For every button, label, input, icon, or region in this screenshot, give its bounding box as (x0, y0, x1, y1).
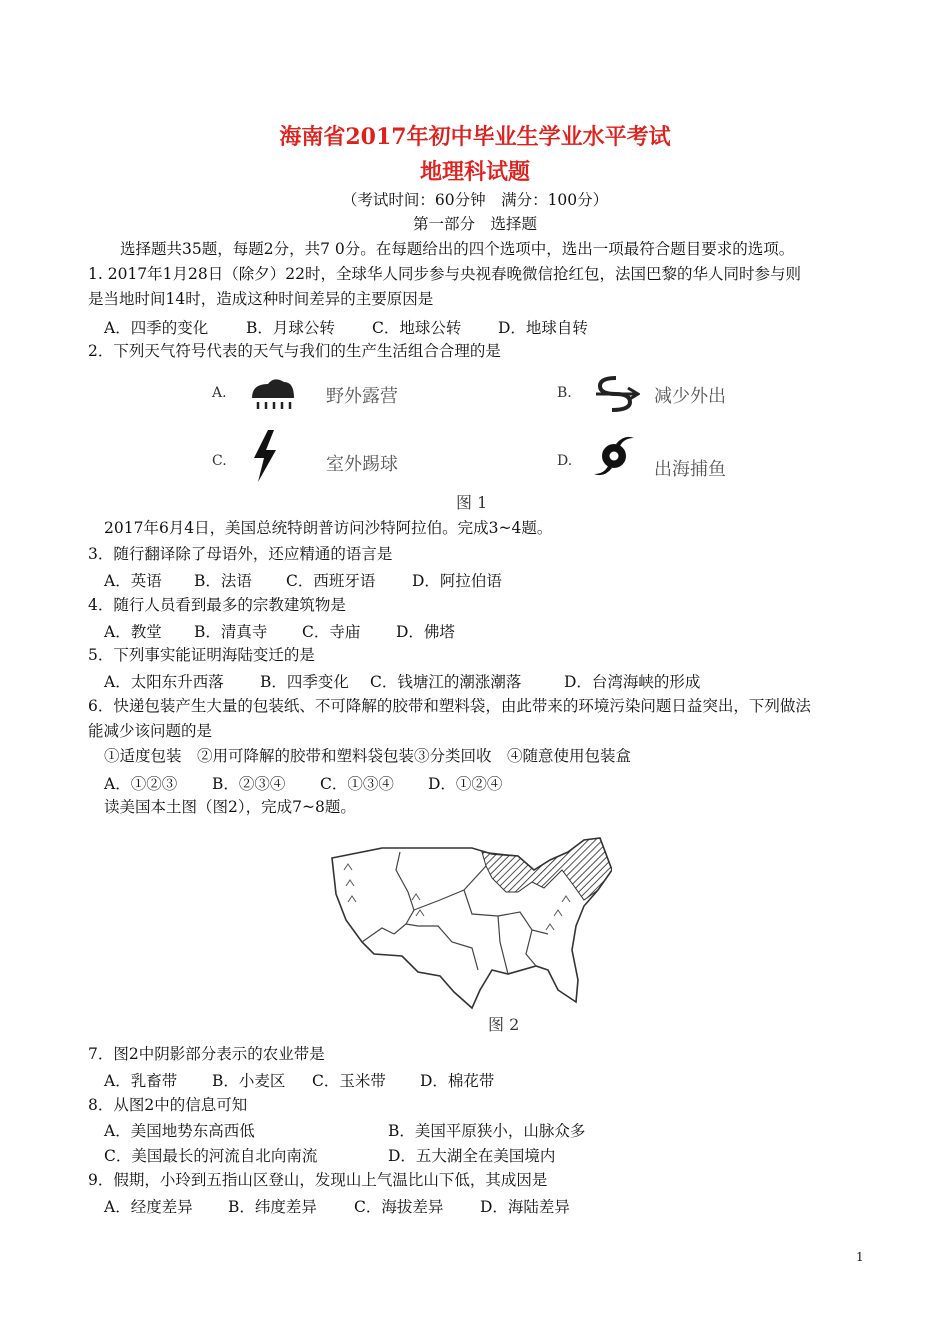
lightning-icon (248, 428, 282, 488)
q1-option-c: C．地球公转 (372, 319, 462, 337)
q2-stem: 2．下列天气符号代表的天气与我们的生产生活组合合理的是 (88, 342, 501, 360)
q5-option-b: B．四季变化 (260, 673, 349, 691)
exam-subtitle: 地理科试题 (419, 159, 530, 185)
q4-option-d: D．佛塔 (396, 623, 455, 641)
q6-option-c: C．①③④ (320, 775, 394, 793)
q6-option-d: D．①②④ (428, 775, 503, 793)
q8-option-b: B．美国平原狭小，山脉众多 (388, 1122, 586, 1140)
exam-title: 海南省2017年初中毕业生学业水平考试 (279, 124, 671, 150)
exam-info: （考试时间：60分钟 满分：100分） (341, 191, 609, 209)
wind-icon (592, 372, 640, 418)
q8-option-c: C．美国最长的河流自北向南流 (104, 1147, 318, 1165)
page-number: 1 (856, 1250, 864, 1264)
fig1-text-c: 室外踢球 (326, 454, 398, 475)
q1-option-b: B．月球公转 (246, 319, 335, 337)
q1-option-a: A．四季的变化 (104, 319, 209, 337)
q7-option-b: B．小麦区 (212, 1072, 286, 1090)
us-map (322, 830, 612, 1014)
fig1-letter-a: A. (212, 385, 227, 401)
q3-option-c: C．西班牙语 (286, 572, 376, 590)
fig2-caption: 图 2 (488, 1015, 520, 1034)
q3-option-d: D．阿拉伯语 (412, 572, 502, 590)
q9-option-b: B．纬度差异 (228, 1198, 317, 1216)
q4-option-a: A．教堂 (104, 623, 162, 641)
q6-statements: ①适度包装 ②用可降解的胶带和塑料袋包装③分类回收 ④随意使用包装盒 (104, 747, 632, 765)
context-3-4: 2017年6月4日，美国总统特朗普访问沙特阿拉伯。完成3~4题。 (104, 519, 553, 537)
q5-stem: 5．下列事实能证明海陆变迁的是 (88, 646, 315, 664)
q6-stem-line2: 能减少该问题的是 (88, 722, 213, 740)
context-7-8: 读美国本土图（图2），完成7~8题。 (104, 798, 356, 816)
q4-option-b: B．清真寺 (194, 623, 268, 641)
q1-option-d: D．地球自转 (498, 319, 588, 337)
q4-stem: 4．随行人员看到最多的宗教建筑物是 (88, 596, 346, 614)
q6-stem-line1: 6．快递包装产生大量的包装纸、不可降解的胶带和塑料袋，由此带来的环境污染问题日益突出，下列做法 (88, 697, 811, 715)
heavy-rain-icon (248, 374, 298, 418)
q7-option-c: C．玉米带 (312, 1072, 386, 1090)
q3-stem: 3．随行翻译除了母语外，还应精通的语言是 (88, 545, 393, 563)
fig1-text-b: 减少外出 (654, 386, 726, 407)
q5-option-a: A．太阳东升西落 (104, 673, 224, 691)
fig1-letter-c: C. (212, 453, 227, 469)
q7-option-d: D．棉花带 (420, 1072, 495, 1090)
q5-option-c: C．钱塘江的潮涨潮落 (370, 673, 522, 691)
instructions: 选择题共35题，每题2分，共7 0分。在每题给出的四个选项中，选出一项最符合题目要求的选项。 (120, 240, 795, 258)
fig1-text-a: 野外露营 (326, 386, 398, 407)
q6-option-a: A．①②③ (104, 775, 178, 793)
q9-stem: 9．假期，小玲到五指山区登山，发现山上气温比山下低，其成因是 (88, 1171, 548, 1189)
q1-stem-line2: 是当地时间14时，造成这种时间差异的主要原因是 (88, 290, 434, 308)
q7-option-a: A．乳畜带 (104, 1072, 178, 1090)
typhoon-icon (594, 434, 634, 482)
q4-option-c: C．寺庙 (302, 623, 361, 641)
fig1-text-d: 出海捕鱼 (654, 459, 726, 480)
fig1-letter-b: B. (557, 385, 572, 401)
q5-option-d: D．台湾海峡的形成 (564, 673, 701, 691)
q6-option-b: B．②③④ (212, 775, 286, 793)
fig1-caption: 图 1 (456, 493, 488, 512)
q9-option-c: C．海拔差异 (354, 1198, 444, 1216)
q8-option-a: A．美国地势东高西低 (104, 1122, 255, 1140)
q7-stem: 7．图2中阴影部分表示的农业带是 (88, 1045, 325, 1063)
q8-option-d: D．五大湖全在美国境内 (388, 1147, 556, 1165)
q8-stem: 8．从图2中的信息可知 (88, 1096, 248, 1114)
q9-option-a: A．经度差异 (104, 1198, 193, 1216)
q3-option-b: B．法语 (194, 572, 252, 590)
q1-stem-line1: 1. 2017年1月28日（除夕）22时，全球华人同步参与央视春晚微信抢红包，法国巴黎的华人同时参与则 (88, 265, 801, 283)
fig1-letter-d: D. (557, 453, 573, 469)
section-title: 第一部分 选择题 (412, 215, 537, 233)
q9-option-d: D．海陆差异 (480, 1198, 570, 1216)
q3-option-a: A．英语 (104, 572, 162, 590)
